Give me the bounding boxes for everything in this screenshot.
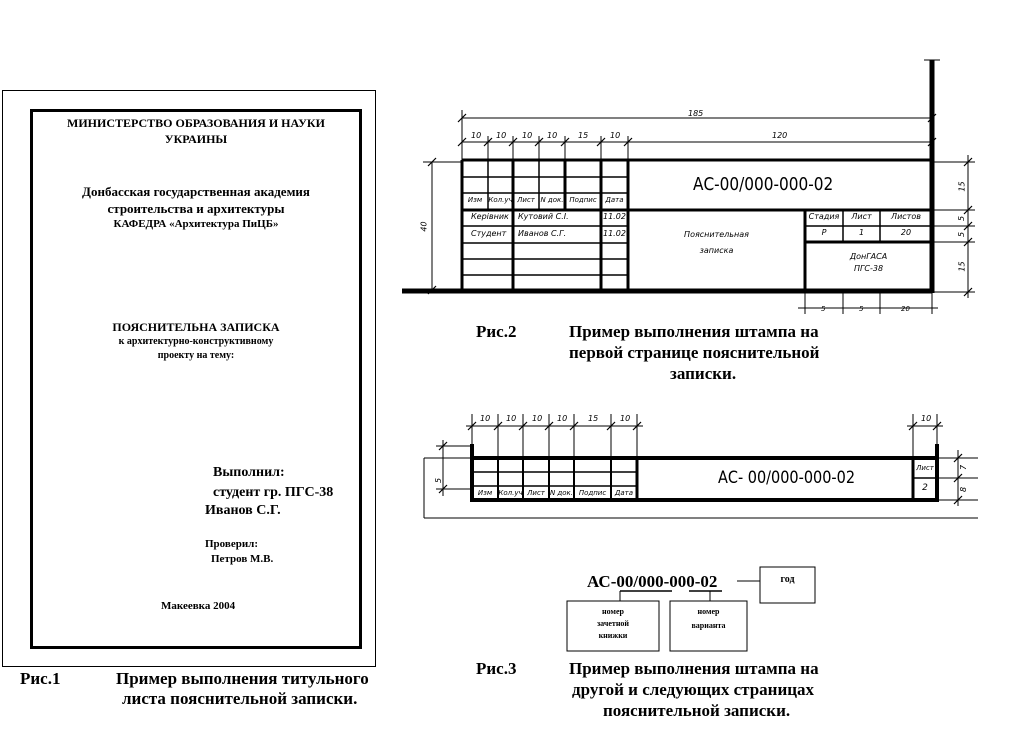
fig3-hdr-list: Лист [527, 489, 545, 497]
fig2-name-supervisor: Кутовий С.І. [518, 212, 569, 221]
fig1-number: Рис.1 [20, 669, 61, 688]
legend-code: АС-00/000-000-02 [587, 572, 718, 591]
fig3-dim-col2: 10 [506, 414, 517, 423]
fig2-hdr-list: Лист [517, 196, 535, 204]
fig3-caption-line1: Пример выполнения штампа на [569, 659, 819, 678]
box-year [760, 567, 815, 603]
fig1-caption-line2: листа пояснительной записки. [122, 689, 358, 708]
legend-variant-line1: номер [697, 607, 720, 616]
fig3-hdr-podpis: Подпис [578, 489, 607, 497]
fig2-role-student: Студент [471, 229, 507, 238]
fig3-dim-col1: 10 [480, 414, 491, 423]
fig2-name-student: Иванов С.Г. [518, 229, 567, 238]
fig2-dim-bottom3: 20 [901, 305, 910, 313]
fig3-sheet-label: Лист [916, 464, 934, 472]
checker-name: Петров М.В. [211, 553, 274, 565]
fig2-document-code: АС-00/000-000-02 [693, 174, 834, 195]
doc-title: ПОЯСНИТЕЛЬНА ЗАПИСКА [112, 320, 280, 334]
student-name: Иванов С.Г. [205, 503, 281, 518]
fig2-sheet-header: Лист [851, 212, 872, 221]
fig3-hdr-kol: Кол.уч [498, 489, 523, 497]
fig2-dim-col5: 15 [578, 131, 589, 140]
fig3-caption-line3: пояснительной записки. [603, 701, 791, 720]
fig2-sheet-value: 1 [858, 228, 865, 237]
doc-subtitle-2: проекту на тему: [157, 350, 235, 361]
fig2-dim-col4: 10 [547, 131, 558, 140]
ministry-line2: УКРАИНЫ [164, 132, 228, 146]
fig2-doc-name-line2: записка [699, 246, 734, 255]
fig2-doc-name-line1: Пояснительная [684, 230, 749, 239]
fig3-dim-v2: 8 [959, 486, 969, 493]
fig2-dim-total: 185 [688, 109, 704, 118]
fig2-dim-bottom1: 5 [821, 305, 826, 313]
fig3-document-code: АС- 00/000-000-02 [718, 468, 856, 488]
fig2-org-line1: ДонГАСА [849, 252, 888, 261]
fig2-dim-bottom2: 5 [859, 305, 864, 313]
fig3-dim-col6: 10 [620, 414, 631, 423]
fig3-dim-left: 5 [434, 477, 444, 484]
fig3-dim-col3: 10 [532, 414, 543, 423]
fig2-date-supervisor: 11.02 [603, 212, 626, 221]
fig2-caption-line3: записки. [670, 364, 737, 383]
fig3-dimension-lines [424, 414, 978, 518]
fig3-hdr-izm: Изм [477, 489, 493, 497]
fig3-dim-col5: 15 [588, 414, 599, 423]
fig2-stage-header: Стадия [808, 212, 840, 221]
fig2-org-line2: ПГС-38 [853, 264, 884, 273]
fig2-dim-col1: 10 [471, 131, 482, 140]
student-group: студент гр. ПГС-38 [213, 485, 334, 500]
fig3-number: Рис.3 [476, 659, 517, 678]
legend-variant-line2: варианта [691, 621, 726, 630]
fig2-dim-v3: 5 [957, 231, 967, 238]
fig3-dim-right: 10 [921, 414, 932, 423]
fig3-sheet-number: 2 [922, 483, 928, 493]
fig3-dim-v1: 7 [959, 464, 969, 471]
fig2-sheets-value: 20 [900, 228, 912, 237]
fig3-stamp-grid [472, 472, 937, 486]
fig3-hdr-data: Дата [614, 489, 634, 497]
fig2-caption-line1: Пример выполнения штампа на [569, 322, 819, 341]
fig2-dim-col3: 10 [522, 131, 533, 140]
academy-line1: Донбасская государственная академия [82, 184, 310, 199]
fig2-hdr-ndok: N док. [540, 196, 564, 204]
legend-record-book-line2: зачетной [596, 619, 630, 628]
checked-label: Проверил: [205, 538, 259, 550]
fig2-sheets-header: Листов [891, 212, 921, 221]
legend-record-book-line1: номер [602, 607, 624, 616]
fig2-number: Рис.2 [476, 322, 517, 341]
academy-line2: строительства и архитектуры [107, 201, 285, 216]
legend-record-book-line3: книжки [598, 631, 628, 640]
done-label: Выполнил: [213, 465, 285, 480]
fig2-dim-right: 120 [772, 131, 788, 140]
fig2-hdr-kol: Кол.уч [488, 196, 513, 204]
fig2-dim-col6: 10 [610, 131, 621, 140]
legend-year-label: год [780, 574, 795, 585]
fig2-caption-line2: первой странице пояснительной [569, 343, 820, 362]
ministry-line1: МИНИСТЕРСТВО ОБРАЗОВАНИЯ И НАУКИ [67, 116, 325, 130]
city-year: Макеевка 2004 [161, 600, 236, 612]
fig2-stage-value: Р [821, 228, 827, 237]
doc-subtitle-1: к архитектурно-конструктивному [118, 336, 274, 347]
fig2-dim-v2: 5 [957, 215, 967, 222]
fig3-caption-line2: другой и следующих страницах [572, 680, 815, 699]
fig2-hdr-podpis: Подпис [569, 196, 597, 204]
fig2-dim-col2: 10 [496, 131, 507, 140]
fig2-date-student: 11.02 [603, 229, 626, 238]
fig3-dim-col4: 10 [557, 414, 568, 423]
fig3-hdr-ndok: N док. [549, 489, 574, 497]
fig2-hdr-izm: Изм [467, 196, 483, 204]
fig2-dim-v4: 15 [957, 261, 967, 272]
department: КАФЕДРА «Архитектура ПиЦБ» [113, 218, 279, 230]
fig2-dim-left: 40 [419, 221, 429, 232]
fig1-caption-line1: Пример выполнения титульного [116, 669, 369, 688]
fig2-dim-v1: 15 [957, 181, 967, 192]
fig2-hdr-data: Дата [605, 196, 624, 204]
fig2-role-supervisor: Керівник [471, 212, 509, 221]
